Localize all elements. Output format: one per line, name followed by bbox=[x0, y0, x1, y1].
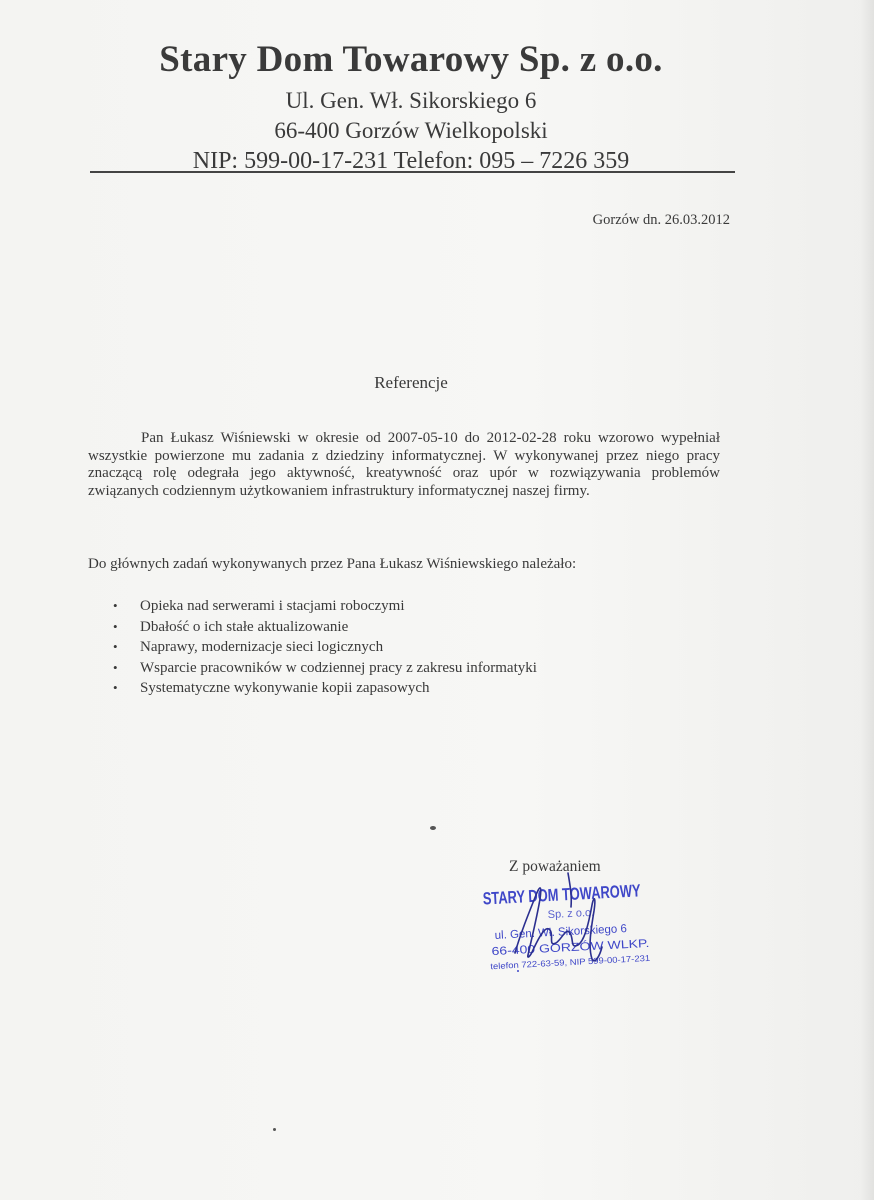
paper-speck bbox=[273, 1128, 276, 1131]
list-item bbox=[113, 596, 537, 617]
task-text: Systematyczne wykonywanie kopii zapasowych bbox=[140, 680, 430, 696]
nip-phone-line: NIP: 599-00-17-231 Telefon: 095 – 7226 359 bbox=[192, 148, 630, 174]
company-name: Stary Dom Towarowy Sp. z o.o. bbox=[159, 39, 663, 80]
bullet-icon: • bbox=[113, 639, 118, 654]
closing-salutation: Z poważaniem bbox=[509, 858, 601, 875]
bullet-icon: • bbox=[113, 659, 118, 675]
list-item bbox=[113, 637, 537, 658]
document-title: Referencje bbox=[374, 373, 448, 392]
page-edge-shadow bbox=[860, 0, 874, 1200]
stamp-line-city: 66-400 GORZÓW WLKP. bbox=[491, 939, 622, 959]
bullet-icon: • bbox=[113, 618, 118, 634]
stamp-line-legal-form: Sp. z o.o. bbox=[547, 906, 595, 922]
stamp-company-name: STARY DOM TOWAROWY bbox=[482, 877, 698, 909]
address-city: 66-400 Gorzów Wielkopolski bbox=[274, 118, 548, 143]
tasks-list bbox=[113, 596, 537, 699]
task-text: Opieka nad serwerami i stacjami roboczymi bbox=[140, 598, 405, 614]
stamp-line-street: ul. Gen. Wł. Sikorskiego 6 bbox=[494, 923, 628, 942]
task-text: Naprawy, modernizacje sieci logicznych bbox=[140, 639, 384, 655]
ink-speck bbox=[517, 970, 519, 972]
paper-speck bbox=[430, 826, 436, 830]
reference-paragraph: Pan Łukasz Wiśniewski w okresie od 2007-05-10 do 2012-02-28 roku wzorowo wypełniał wszystkie powierzone mu zadania z dziedziny informatycznej. W wykonywanej przez niego pracy znaczącą rolę odegrała jego aktywność, kreatywność oraz upór w rozwiązywania problemów związanych codziennym użytkowaniem infrastruktury informatycznej naszej firmy. bbox=[88, 430, 720, 499]
task-text: Dbałość o ich stałe aktualizowanie bbox=[140, 618, 349, 635]
date-line: Gorzów dn. 26.03.2012 bbox=[592, 212, 730, 228]
list-item bbox=[113, 678, 537, 699]
tasks-intro: Do głównych zadań wykonywanych przez Pana Łukasz Wiśniewskiego należało: bbox=[88, 556, 577, 572]
task-text: Wsparcie pracowników w codziennej pracy z zakresu informatyki bbox=[140, 659, 537, 676]
bullet-icon: • bbox=[113, 680, 118, 695]
bullet-icon: • bbox=[113, 598, 118, 613]
list-item bbox=[113, 658, 537, 679]
address-street: Ul. Gen. Wł. Sikorskiego 6 bbox=[285, 88, 537, 113]
list-item bbox=[113, 617, 537, 638]
header-divider bbox=[90, 171, 735, 173]
stamp-line-contact: telefon 722-63-59, NIP 599-00-17-231 bbox=[490, 953, 634, 972]
company-stamp bbox=[470, 855, 698, 985]
